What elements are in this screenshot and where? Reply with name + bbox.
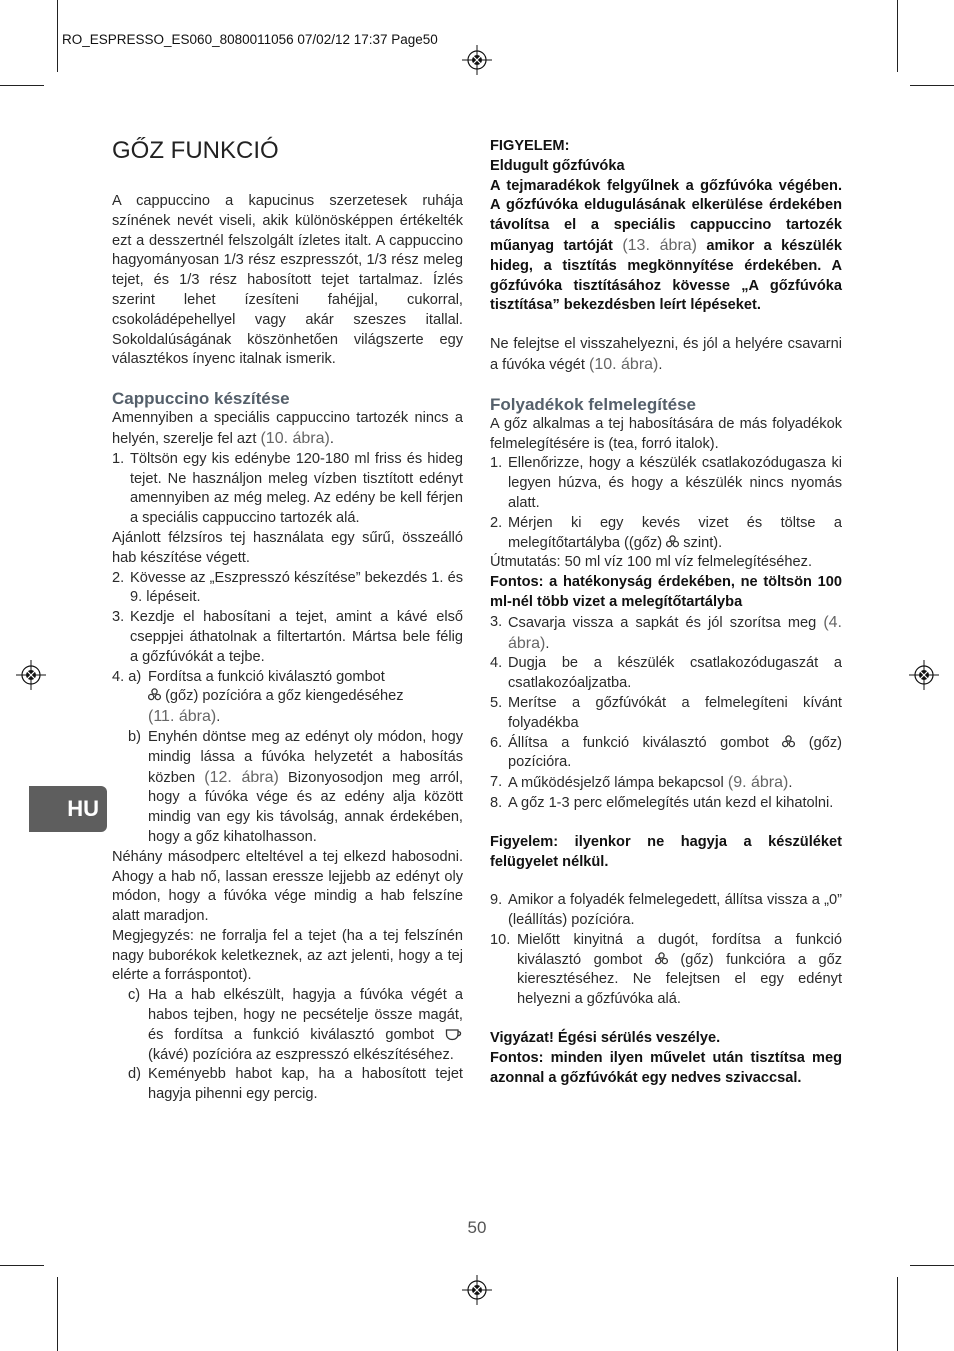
list-item: d) Keményebb habot kap, ha a habosított tejet hagyja pihenni egy percig. [128,1066,463,1103]
crop-mark [57,1277,58,1351]
crop-mark [0,85,44,86]
figure-ref: (12. ábra) [204,768,279,786]
intro-paragraph: A cappuccino a kapucinus szerzetesek ruhája színének nevét viseli, akik különösképpen értékelték ezt a desszertnél felszolgált ízletes italt. A cappuccino hagyományosan 1/3 rész eszpresszót, 1/3 rész meleg tejet, és 1/3 rész habosított tejet tartalmaz. Ízlés szerint lehet ízesíteni fahéjjal, cukorral, csokoládépehellyel vagy akár szeszes itallal. Sokoldalúságának köszönhetően világszerte egy választékos ínyenc italnak ismerik. [112,193,463,368]
list-item: c) Ha a hab elkészült, hagyja a fúvóka végét a habos tejben, hogy ne pecsételje össze magát, és fordítsa a funkció kiválasztó gombot (kávé) pozícióra az eszpresszó elkészítéséhez. [128,987,463,1063]
list-item: 2. Kövesse az „Eszpresszó készítése” bekezdés 1. és 9. lépéseit. [112,569,463,606]
print-header: RO_ESPRESSO_ES060_8080011056 07/02/12 17:37 Page50 [62,32,438,47]
list-item: 2. Mérjen ki egy kevés vizet és töltse a melegítőtartályba ((gőz) szint). [490,514,842,551]
language-tab: HU [29,786,107,832]
page-title: GŐZ FUNKCIÓ [112,137,279,164]
attention-note: Figyelem: ilyenkor ne hagyja a készüléket felügyelet nélkül. [490,833,842,870]
note-paragraph: Megjegyzés: ne forralja fel a tejet (ha a tej felszínén nagy buborékok keletkeznek, az azt jelenti, hogy a tej elérte a forráspontot). [112,927,463,984]
figure-ref: (4. ábra) [508,613,842,652]
list-item: 9. Amikor a folyadék felmelegedett, állítsa vissza a „0” (leállítás) pozícióra. [490,892,842,929]
crop-mark [910,85,954,86]
list-item: b) Enyhén döntse meg az edényt oly módon, hogy mindig lássa a fúvóka helyzetét a habosítás közben (12. ábra) Bizonyosodjon meg arról, hogy a fúvóka vége és az edény alja között mindig van egy kis távolság, annak érdekében, hogy a gőz kihatolhasson. [128,728,464,845]
list-item: 7. A működésjelző lámpa bekapcsol (9. ábra). [490,774,793,792]
list-item: 3. Kezdje el habosítani a tejet, amint a kávé első cseppjei áthatolnak a filtertartón. Mártsa bele félig a gőzfúvókát a tejbe. [112,609,463,665]
paragraph: Útmutatás: 50 ml víz 100 ml víz felmelegítéséhez. [490,554,813,571]
crop-mark [0,1265,44,1266]
section-title-liquids: Folyadékok felmelegítése [490,394,696,414]
crop-mark [897,0,898,72]
crop-mark [897,1277,898,1351]
steam-icon [148,688,161,702]
crop-mark [910,1265,954,1266]
list-item: 8. A gőz 1-3 perc előmelegítés után kezd el kihatolni. [490,794,834,811]
steam-icon [782,735,795,749]
registration-mark-icon [909,660,939,690]
page-number: 50 [467,1218,487,1237]
registration-mark-icon [16,660,46,690]
list-item: 3. Csavarja vissza a sapkát és jól szorítsa meg (4. ábra). [490,613,842,652]
figure-ref: (9. ábra) [727,774,789,792]
figure-ref: (10. ábra) [260,429,330,447]
list-item: 10. Mielőtt kinyitná a dugót, fordítsa a funkció kiválasztó gombot (gőz) funkcióra a gőz kieresztéséhez. Ne felejtsen el egy edényt helyezni a gőzfúvóka alá. [490,931,843,1008]
left-column [112,136,463,1105]
important-note: Fontos: a hatékonyság érdekében, ne töltsön 100 ml-nél több vizet a melegítőtartályba [490,574,842,610]
paragraph: Ne felejtse el visszahelyezni, és jól a helyére csavarni a fúvóka végét (10. ábra). [490,336,842,373]
right-column [490,137,842,1088]
registration-mark-icon [462,1275,492,1305]
list-item: 6. Állítsa a funkció kiválasztó gombot (gőz) pozícióra. [490,734,842,771]
steam-icon [666,535,679,549]
list-item: 1. Ellenőrizze, hogy a készülék csatlakozódugasza ki legyen húzva, és hogy a készülék nincs nyomás alatt. [490,455,842,511]
paragraph: A gőz alkalmas a tej habosítására de más folyadékok felmelegítésére is (tea, forró italok). [490,415,842,452]
crop-mark [57,0,58,72]
figure-ref: (10. ábra) [589,355,659,373]
paragraph: Amennyiben a speciális cappuccino tartozék nincs a helyén, szerelje fel azt (10. ábra). [112,410,463,447]
list-item: 5. Merítse a gőzfúvókát a felmelegíteni kívánt folyadékba [490,694,842,731]
steam-icon [655,952,668,966]
figure-ref: (13. ábra) [622,236,698,254]
list-item: 1. Töltsön egy kis edénybe 120-180 ml friss és hideg tejet. Ne használjon meleg vízben tisztított edényt amennyiben az még meleg. Az edény be kell férjen a speciális cappuccino tartozék alá. [112,450,463,527]
paragraph: Néhány másodperc elteltével a tej elkezd habosodni. Ahogy a hab nő, lassan eressze lejjebb az edényt oly módon, hogy a fúvóka vége mindig a hab felszíne alatt maradjon. [112,848,463,925]
warning-text: A tejmaradékok felgyűlnek a gőzfúvóka végében. A gőzfúvóka eldugulásának elkerülése érdekében távolítsa el a speciális cappuccino tartozék műanyag tartóját (13. ábra) amikor a készülék hideg, a tisztítás megkönnyítése érdekében. A gőzfúvóka tisztításához kövesse „A gőzfúvóka tisztítása” bekezdésben leírt lépéseket. [490,177,842,314]
list-item: 4. Dugja be a készülék csatlakozódugaszát a csatlakozóaljzatba. [490,655,842,692]
coffee-cup-icon [445,1028,463,1041]
list-item: 4. a) Fordítsa a funkció kiválasztó gombot (gőz) pozícióra a gőz kiengedéséhez (11. ábra). [112,668,404,726]
registration-mark-icon [462,45,492,75]
caution-note: Vigyázat! Égési sérülés veszélye. [490,1030,721,1047]
final-note: Fontos: minden ilyen művelet után tisztítsa meg azonnal a gőzfúvókát egy nedves szivaccsal. [490,1049,842,1086]
paragraph: Ajánlott félzsíros tej használata egy sűrű, összeálló hab készítése végett. [112,529,463,566]
figure-ref: (11. ábra) [148,708,217,726]
section-title-cappuccino: Cappuccino készítése [112,389,290,409]
warning-heading: FIGYELEM: [490,138,570,154]
warning-subheading: Eldugult gőzfúvóka [490,157,625,174]
